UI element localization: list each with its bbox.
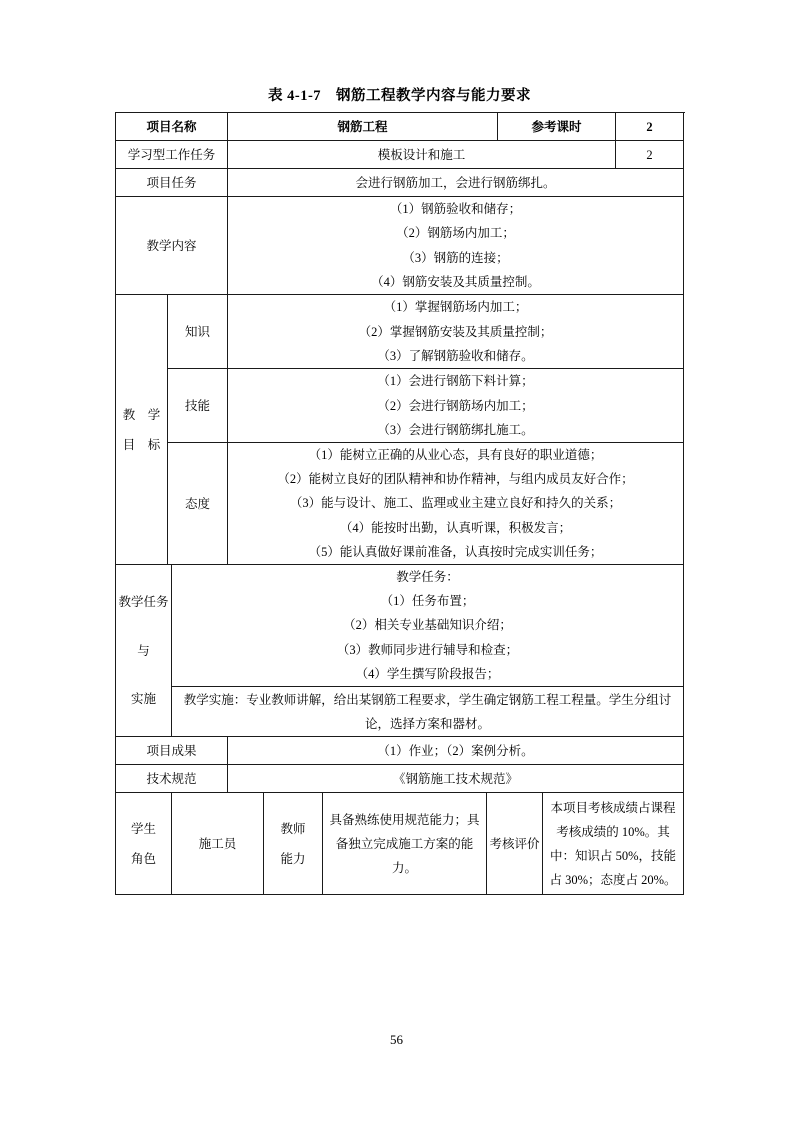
- student-label-line: 角色: [130, 851, 156, 866]
- row-project-task: [116, 169, 685, 197]
- student-role-label: [116, 793, 172, 895]
- teacher-ability-label: [264, 793, 323, 895]
- teacher-ability-value: 具备熟练使用规范能力；具备独立完成施工方案的能力。: [323, 793, 487, 895]
- evaluation-value: 本项目考核成绩占课程考核成绩的 10%。其中：知识占 50%，技能占 30%；态度占 20%。: [543, 793, 684, 895]
- tasks-label-line: 与: [137, 643, 150, 658]
- content-line: （2）钢筋场内加工；: [396, 226, 515, 241]
- standard-label: 技术规范: [116, 765, 228, 793]
- goal-line: （2）能树立良好的团队精神和协作精神，与组内成员友好合作；: [277, 472, 634, 487]
- knowledge-label: [168, 295, 227, 369]
- task-line: （3）教师同步进行辅导和检查；: [336, 642, 519, 657]
- goal-section-label: 知识: [184, 324, 210, 339]
- row-teaching-content: [116, 197, 685, 295]
- goal-line: （5）能认真做好课前准备，认真按时完成实训任务；: [308, 544, 603, 559]
- reference-hours-value: 2: [616, 113, 684, 141]
- goal-section-label: 技能: [184, 398, 210, 413]
- teaching-implementation-cell: [172, 687, 683, 737]
- work-task-value: 模板设计和施工: [228, 141, 616, 169]
- standard-value: 《钢筋施工技术规范》: [228, 765, 684, 793]
- content-line: （4）钢筋安装及其质量控制。: [371, 274, 540, 289]
- goal-line: （2）掌握钢筋安装及其质量控制；: [358, 324, 553, 339]
- student-role-value: 施工员: [172, 793, 264, 895]
- knowledge-content: [228, 295, 683, 369]
- attitude-label: [168, 443, 227, 565]
- teacher-label-line: 能力: [280, 851, 306, 866]
- tasks-label-line: 实施: [130, 692, 156, 707]
- row-project-name: [116, 113, 685, 141]
- teaching-content-cell: [228, 197, 684, 295]
- outcome-label: 项目成果: [116, 737, 228, 765]
- task-line: （1）任务布置；: [380, 594, 475, 609]
- content-line: （1）钢筋验收和储存；: [389, 202, 522, 217]
- tasks-label-line: 教学任务: [118, 594, 169, 609]
- teaching-tasks-cell: [172, 565, 683, 687]
- attitude-content: [228, 443, 683, 565]
- project-task-label: 项目任务: [116, 169, 228, 197]
- goal-line: （1）会进行钢筋下料计算；: [377, 374, 534, 389]
- goal-section-label: 态度: [184, 496, 210, 511]
- page-number: 56: [390, 1032, 403, 1047]
- goal-line: （3）了解钢筋验收和储存。: [377, 348, 534, 363]
- row-standard: [116, 765, 685, 793]
- teaching-content-label: 教学内容: [116, 197, 228, 295]
- goal-line: （2）会进行钢筋场内加工；: [377, 398, 534, 413]
- goal-section-contents: [228, 295, 684, 565]
- goal-section-labels: [168, 295, 228, 565]
- row-work-task: [116, 141, 685, 169]
- teacher-label-line: 教师: [280, 821, 306, 836]
- row-roles-evaluation: [116, 793, 685, 895]
- goal-line: （3）能与设计、施工、监理或业主建立良好和持久的关系；: [289, 496, 622, 511]
- work-task-label: 学习型工作任务: [116, 141, 228, 169]
- student-label-line: 学生: [130, 821, 156, 836]
- tasks-implementation-content: [172, 565, 684, 737]
- goal-line: （1）掌握钢筋场内加工；: [383, 300, 528, 315]
- goal-line: （1）能树立正确的从业心态，具有良好的职业道德；: [308, 448, 603, 463]
- content-line: （3）钢筋的连接；: [402, 250, 509, 265]
- project-name-label: 项目名称: [116, 113, 228, 141]
- task-line: （4）学生撰写阶段报告；: [355, 666, 500, 681]
- task-line: 教学任务：: [396, 570, 459, 585]
- task-line: （2）相关专业基础知识介绍；: [343, 618, 512, 633]
- evaluation-label: 考核评价: [487, 793, 543, 895]
- goal-line: （4）能按时出勤，认真听课，积极发言；: [339, 520, 572, 535]
- block-tasks-implementation: [116, 565, 685, 737]
- outcome-value: （1）作业；（2）案例分析。: [228, 737, 684, 765]
- goal-label-line: 目 标: [122, 437, 161, 452]
- goal-label-line: 教 学: [122, 407, 161, 422]
- work-task-hours: 2: [616, 141, 684, 169]
- block-teaching-goal: [116, 295, 685, 565]
- table-title: 表 4-1-7 钢筋工程教学内容与能力要求: [267, 88, 532, 104]
- skill-content: [228, 369, 683, 443]
- skill-label: [168, 369, 227, 443]
- teaching-goal-label: [116, 295, 168, 565]
- course-table: [115, 112, 685, 895]
- project-name-value: 钢筋工程: [228, 113, 498, 141]
- goal-line: （3）会进行钢筋绑扎施工。: [377, 422, 534, 437]
- tasks-implementation-label: [116, 565, 172, 737]
- row-outcome: [116, 737, 685, 765]
- implementation-text: 教学实施：专业教师讲解，给出某钢筋工程要求，学生确定钢筋工程工程量。学生分组讨论，选择方案和器材。: [183, 692, 672, 731]
- reference-hours-label: 参考课时: [498, 113, 616, 141]
- project-task-value: 会进行钢筋加工，会进行钢筋绑扎。: [228, 169, 684, 197]
